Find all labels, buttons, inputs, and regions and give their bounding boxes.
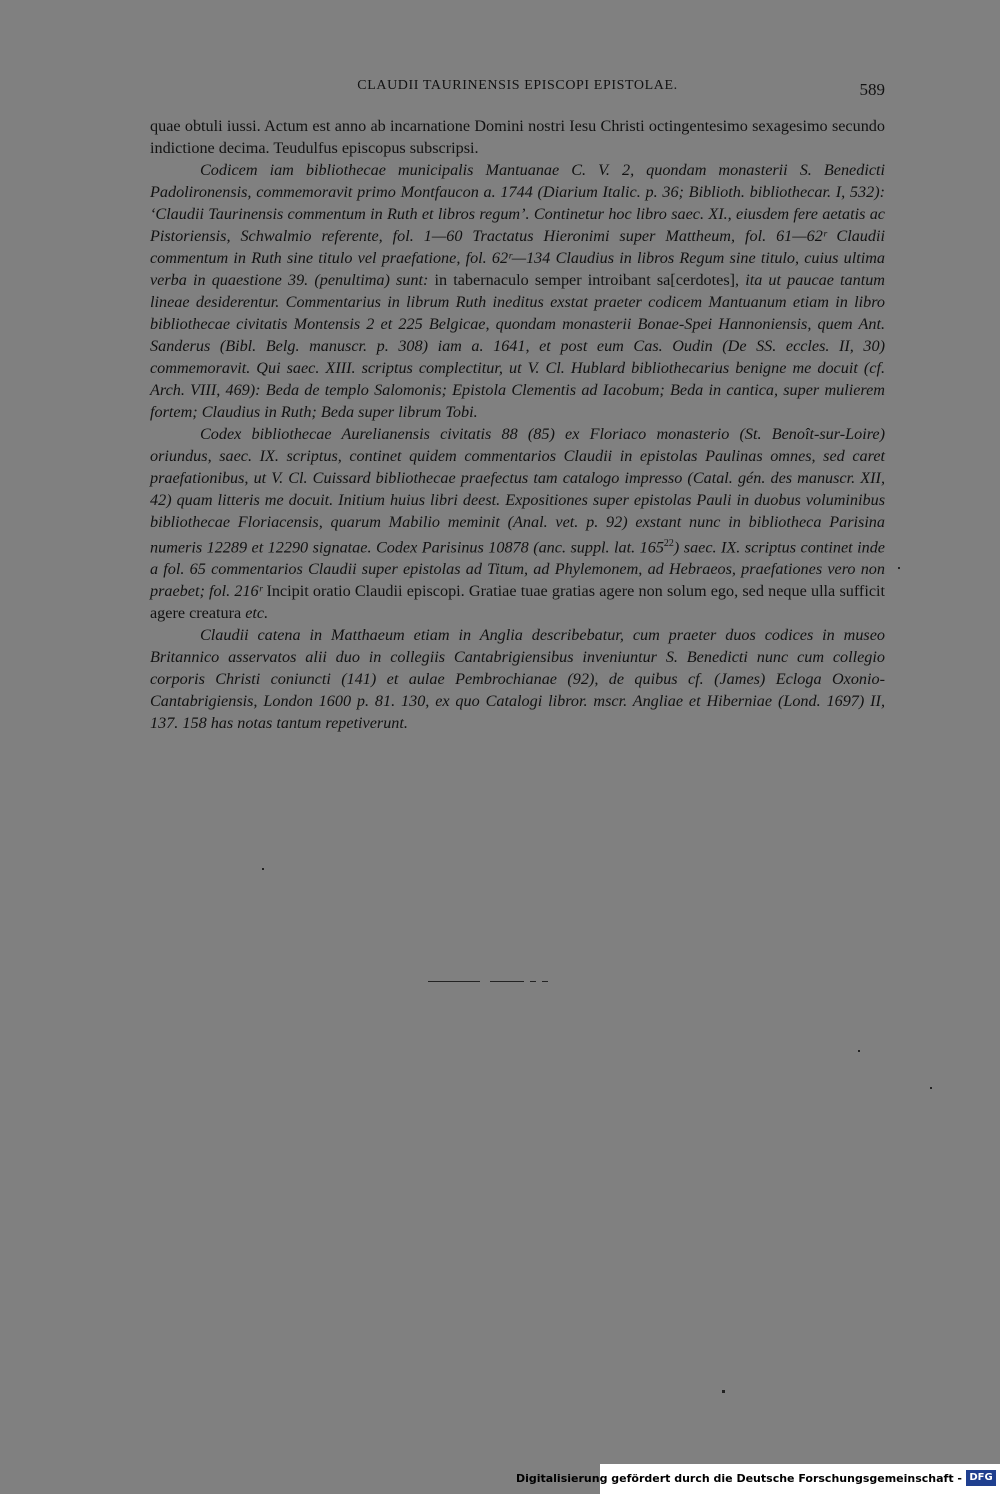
paragraph-3-italic-b: ) saec. IX. scriptus continet inde a fol. 65 commentarios Claudii super epistolas ad Titum, ad Phylemonem, ad Hebraeos, praefationes vero non praebet; fol. 216ʳ (150, 538, 885, 601)
page-number: 589 (859, 80, 885, 99)
scan-speck (898, 567, 900, 569)
scan-speck (722, 1390, 725, 1393)
paragraph-matthew-catena (150, 624, 885, 734)
scan-speck (262, 868, 264, 870)
paragraph-2-roman-quote: in tabernaculo semper introibant sa[cerdotes], (434, 271, 740, 289)
paragraph-1 (150, 115, 885, 159)
paragraph-orleans-codex (150, 423, 885, 624)
funding-note: Digitalisierung gefördert durch die Deutsche Forschungsgemeinschaft - (515, 1472, 962, 1485)
paragraph-1-text: quae obtuli iussi. Actum est anno ab incarnatione Domini nostri Iesu Christi octingentesimo sexagesimo secundo indictione decima. Teudulfus episcopus subscripsi. (150, 117, 885, 157)
section-separator (428, 981, 550, 983)
paragraph-mantuan-codex (150, 159, 885, 423)
page-header (150, 70, 885, 100)
running-head: CLAUDII TAURINENSIS EPISCOPI EPISTOLAE. (357, 78, 678, 93)
dfg-logo: DFG (966, 1470, 996, 1486)
scan-speck (858, 1050, 860, 1052)
paragraph-3-italic-a: Codex bibliothecae Aurelianensis civitatis 88 (85) ex Floriaco monasterio (St. Benoît-sur-Loire) oriundus, saec. IX. scriptus, continet quidem commentarios Claudii in epistolas Paulinas omnes, sed caret praefationibus, ut V. Cl. Cuissard bibliothecae praefectus tam catalogo impresso (Catal. gén. des manuscr. XII, 42) quam litteris me docuit. Initium huius libri deest. Expositiones super epistolas Pauli in duobus voluminibus bibliothecae Floriacensis, quarum Mabilio meminit (Anal. vet. p. 92) exstant nunc in bibliotheca Parisina numeris 12289 et 12290 signatae. Codex Parisinus 10878 (anc. suppl. lat. 165 (150, 425, 885, 557)
scan-speck (930, 1087, 932, 1089)
paragraph-3-italic-c: etc. (241, 604, 269, 623)
paragraph-4-italic: Claudii catena in Matthaeum etiam in Anglia describebatur, cum praeter duos codices in museo Britannico asservatos alii duo in collegiis Cantabrigiensibus inveniuntur S. Benedicti nunc cum collegio corporis Christi coniuncti (141) et aulae Pembrochianae (92), de quibus cf. (James) Ecloga Oxonio-Cantabrigiensis, London 1600 p. 81. 130, ex quo Catalogi libror. mscr. Angliae et Hiberniae (Lond. 1697) II, 137. 158 has notas tantum repetiverunt. (150, 626, 885, 733)
paragraph-2-italic-b: ita ut paucae tantum lineae desiderentur. Commentarius in librum Ruth ineditus exstat praeter codicem Mantuanum etiam in libro bibliothecae civitatis Montensis 2 et 225 Belgicae, quondam monasterii Bonae-Spei Hannoniensis, quem Ant. Sanderus (Bibl. Belg. manuscr. p. 308) iam a. 1641, et post eum Cas. Oudin (De SS. eccles. II, 30) commemoravit. Qui saec. XIII. scriptus complectitur, ut V. Cl. Hublard bibliothecarius benigne me docuit (cf. Arch. VIII, 469): Beda de templo Salomonis; Epistola Clementis ad Iacobum; Beda in cantica, super mulierem fortem; Claudius in Ruth; Beda super librum Tobi. (150, 271, 885, 421)
paragraph-2-italic-a: Codicem iam bibliothecae municipalis Mantuanae C. V. 2, quondam monasterii S. Benedicti Padolironensis, commemoravit primo Montfaucon a. 1744 (Diarium Italic. p. 36; Biblioth. bibliothecar. I, 532): ‘Claudii Taurinensis commentum in Ruth et libros regum’. Continetur hoc libro saec. XI., eiusdem fere aetatis ac Pistoriensis, Schwalmio referente, fol. 1—60 Tractatus Hieronimi super Mattheum, fol. 61—62ʳ Claudii commentum in Ruth sine titulo vel praefatione, fol. 62ʳ—134 Claudius in libros Regum sine titulo, cuius ultima verba in quaestione 39. (penultima) sunt: (150, 161, 885, 289)
paragraph-3-roman-quote: Incipit oratio Claudii episcopi. Gratiae tuae gratias agere non solum ego, sed neque ulla sufficit agere creatura (150, 582, 886, 623)
footnote-marker: 22 (663, 538, 674, 549)
digitization-footer (515, 1464, 1000, 1494)
body-text (150, 115, 885, 734)
